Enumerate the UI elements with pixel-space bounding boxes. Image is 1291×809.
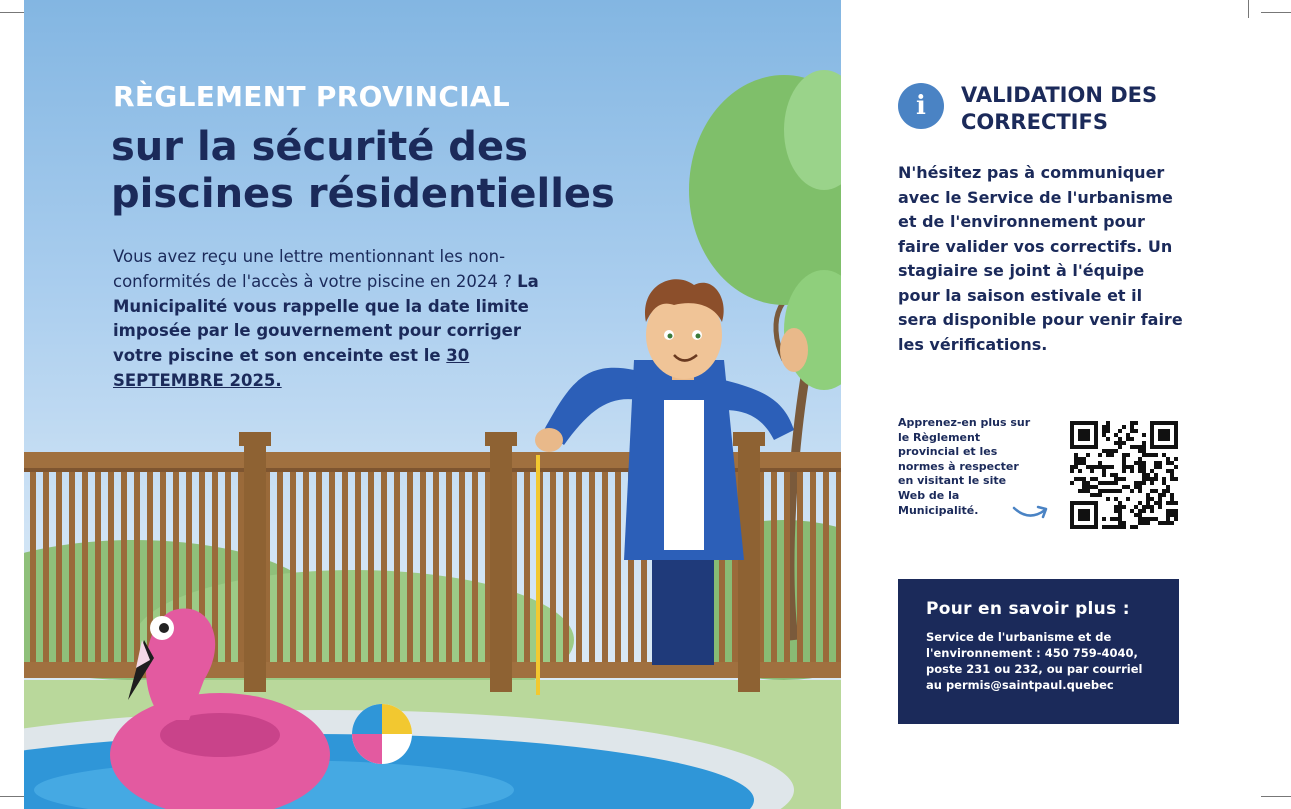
fence-picket <box>407 472 413 662</box>
fence-picket <box>108 472 114 662</box>
crop-mark <box>1261 796 1291 797</box>
info-icon: i <box>898 83 944 129</box>
intro-paragraph <box>113 245 553 394</box>
fence-picket <box>329 472 335 662</box>
fence-picket <box>459 472 465 662</box>
fence-picket <box>472 472 478 662</box>
fence-picket <box>433 472 439 662</box>
fence-picket <box>43 472 49 662</box>
fence-picket <box>82 472 88 662</box>
contact-title: Pour en savoir plus : <box>926 599 1130 619</box>
fence-picket <box>355 472 361 662</box>
fence-picket <box>368 472 374 662</box>
fence-picket <box>394 472 400 662</box>
fence-picket <box>342 472 348 662</box>
contact-details: Service de l'urbanisme et de l'environnement : 450 759-4040, poste 231 ou 232, ou par courriel au permis@saintpaul.quebec <box>926 630 1143 692</box>
validation-body: N'hésitez pas à communiquer avec le Service de l'urbanisme et de l'environnement pour faire valider vos correctifs. Un stagiaire se joint à l'équipe pour la saison estivale et il sera disponible pour venir faire les vérifications. <box>898 163 1183 354</box>
fence-picket <box>316 472 322 662</box>
contact-box <box>898 579 1179 724</box>
arrow-icon <box>1011 500 1051 522</box>
fence-picket <box>277 472 283 662</box>
fence-picket <box>225 472 231 662</box>
fence-picket <box>446 472 452 662</box>
fence-picket <box>810 472 816 662</box>
fence-picket <box>615 472 621 662</box>
fence-picket <box>784 472 790 662</box>
qr-code[interactable] <box>1070 421 1178 529</box>
illustration-panel <box>24 0 841 809</box>
fence-picket <box>381 472 387 662</box>
fence-picket <box>602 472 608 662</box>
fence-picket <box>30 472 36 662</box>
crop-mark <box>1248 0 1249 18</box>
fence-picket <box>797 472 803 662</box>
fence-picket <box>420 472 426 662</box>
title-kicker: RÈGLEMENT PROVINCIAL <box>113 80 511 113</box>
fence-picket <box>563 472 569 662</box>
validation-title: VALIDATION DES CORRECTIFS <box>961 83 1158 134</box>
fence-picket <box>771 472 777 662</box>
fence-picket <box>303 472 309 662</box>
fence-picket <box>290 472 296 662</box>
fence-picket <box>836 472 841 662</box>
crop-mark <box>1261 12 1291 13</box>
fence-picket <box>550 472 556 662</box>
fence-picket <box>95 472 101 662</box>
fence-picket <box>238 472 244 662</box>
beach-ball-illustration <box>352 704 412 764</box>
fence-picket <box>121 472 127 662</box>
pool-scene-illustration <box>24 0 841 809</box>
intro-regular-text: Vous avez reçu une lettre mentionnant les non-conformités de l'accès à votre piscine en 2024 ? <box>113 247 518 291</box>
page-title: sur la sécurité des piscines résidentielles <box>111 124 615 217</box>
fence-picket <box>69 472 75 662</box>
deadline-date: 30 SEPTEMBRE 2025. <box>113 346 470 390</box>
intro-bold-text: La Municipalité vous rappelle que la date limite imposée par le gouvernement pour corriger votre piscine et son enceinte est le <box>113 271 539 366</box>
fence-picket <box>823 472 829 662</box>
fence-picket <box>524 472 530 662</box>
fence-picket <box>576 472 582 662</box>
fence-picket <box>56 472 62 662</box>
fence-picket <box>589 472 595 662</box>
learn-more-text: Apprenez-en plus sur le Règlement provincial et les normes à respecter en visitant le site Web de la Municipalité. <box>898 416 1031 517</box>
fence-picket <box>134 472 140 662</box>
